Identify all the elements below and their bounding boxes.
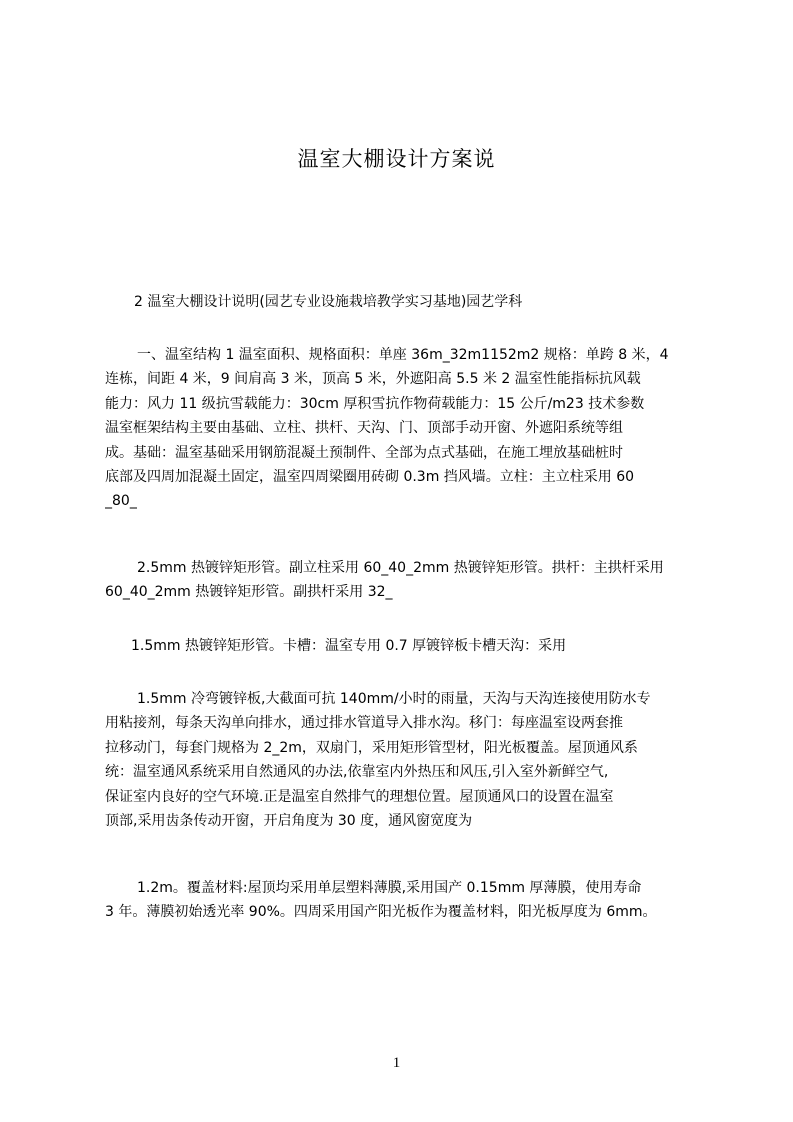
paragraph-covering <box>105 876 697 925</box>
paragraph-structure <box>105 343 697 514</box>
paragraph-line: 60_40_2mm 热镀锌矩形管。副拱杆采用 32_ <box>105 584 393 601</box>
page-number: 1 <box>392 1055 401 1071</box>
paragraph-line: 能力：风力 11 级抗雪载能力：30cm 厚积雪抗作物荷载能力：15 公斤/m23 技术参数 <box>105 395 645 412</box>
paragraph-line: _80_ <box>105 493 137 510</box>
paragraph-gutter-ventilation <box>105 687 697 833</box>
paragraph-line: 用粘接剂，每条天沟单向排水，通过排水管道导入排水沟。移门：每座温室设两套推 <box>105 715 623 732</box>
paragraph-line: 1.5mm 热镀锌矩形管。卡槽：温室专用 0.7 厚镀锌板卡槽天沟：采用 <box>131 638 567 654</box>
paragraph-columns <box>105 556 697 605</box>
paragraph-line: 拉移动门，每套门规格为 2_2m，双扇门，采用矩形管型材，阳光板覆盖。屋顶通风系 <box>105 739 638 756</box>
paragraph-line: 保证室内良好的空气环境.正是温室自然排气的理想位置。屋顶通风口的设置在温室 <box>105 788 614 805</box>
paragraph-line: 连栋，间距 4 米，9 间肩高 3 米，顶高 5 米，外遮阳高 5.5 米 2 温室性能指标抗风载 <box>105 371 641 388</box>
paragraph-line: 一、温室结构 1 温室面积、规格面积：单座 36m_32m1152m2 规格：单跨 8 米，4 <box>137 347 669 363</box>
paragraph-line: 1.2m。覆盖材料:屋顶均采用单层塑料薄膜,采用国产 0.15mm 厚薄膜，使用寿命 <box>137 880 642 896</box>
paragraph-line: 成。基础：温室基础采用钢筋混凝土预制件、全部为点式基础，在施工埋放基础桩时 <box>105 444 623 461</box>
paragraph-line: 3 年。薄膜初始透光率 90%。四周采用国产阳光板作为覆盖材料，阳光板厚度为 6mm。 <box>105 904 657 921</box>
paragraph-line: 温室框架结构主要由基础、立柱、拱杆、天沟、门、顶部手动开窗、外遮阳系统等组 <box>105 420 623 437</box>
paragraph-slots <box>105 634 697 658</box>
paragraph-line: 统：温室通风系统采用自然通风的办法,依靠室内外热压和风压,引入室外新鲜空气, <box>105 764 609 781</box>
document-subtitle: 2 温室大棚设计说明(园艺专业设施栽培教学实习基地)园艺学科 <box>134 294 523 310</box>
paragraph-line: 底部及四周加混凝土固定，温室四周梁圈用砖砌 0.3m 挡风墙。立柱：主立柱采用 60 <box>105 469 635 486</box>
paragraph-line: 2.5mm 热镀锌矩形管。副立柱采用 60_40_2mm 热镀锌矩形管。拱杆：主拱杆采用 <box>137 560 664 576</box>
paragraph-line: 顶部,采用齿条传动开窗，开启角度为 30 度，通风窗宽度为 <box>105 813 473 830</box>
paragraph-line: 1.5mm 冷弯镀锌板,大截面可抗 140mm/小时的雨量，天沟与天沟连接使用防水专 <box>137 691 651 707</box>
document-title: 温室大棚设计方案说 <box>297 147 496 171</box>
